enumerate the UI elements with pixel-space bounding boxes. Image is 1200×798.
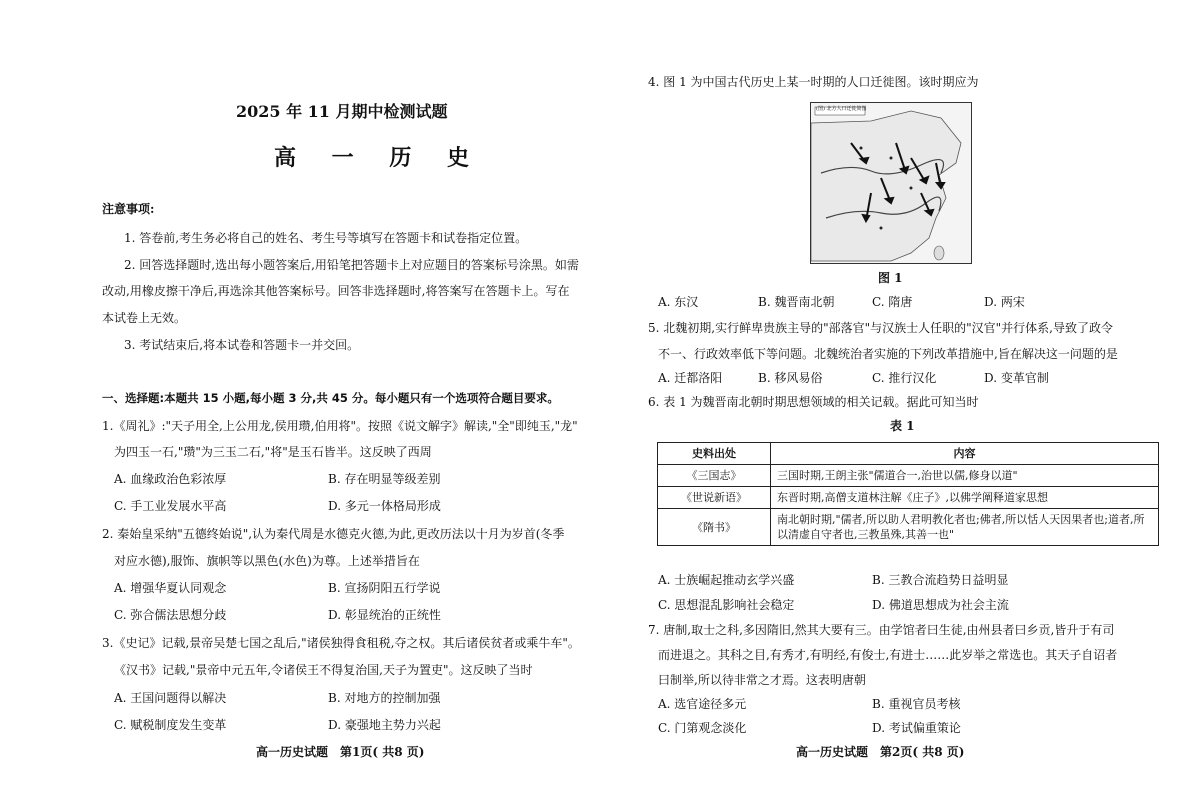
q1-stem-line-2: 为四玉一石,"瓒"为三玉二石,"将"是玉石皆半。这反映了西周 xyxy=(114,445,432,459)
q7-stem-line-2: 而进退之。其科之目,有秀才,有明经,有俊士,有进士……此岁举之常选也。其天子自诏者 xyxy=(658,648,1118,662)
q7-option-c[interactable]: C. 门第观念淡化 xyxy=(658,721,747,735)
migration-map-figure xyxy=(811,103,971,263)
q1-option-c[interactable]: C. 手工业发展水平高 xyxy=(114,499,227,513)
q1-stem-line-1: 1.《周礼》:"天子用全,上公用龙,侯用瓒,伯用将"。按照《说文解字》解读,"全"即纯玉,"龙" xyxy=(102,419,578,433)
table-header-content: 内容 xyxy=(771,443,1159,465)
map-legend: (图) 北方人口迁徙简图 xyxy=(816,106,867,112)
q6-stem: 6. 表 1 为魏晋南北朝时期思想领域的相关记载。据此可知当时 xyxy=(648,395,979,409)
table-caption: 表 1 xyxy=(890,419,915,433)
q5-option-c[interactable]: C. 推行汉化 xyxy=(872,371,937,385)
exam-title: 2025 年 11 月期中检测试题 xyxy=(236,102,448,121)
section-heading: 一、选择题:本题共 15 小题,每小题 3 分,共 45 分。每小题只有一个选项符合题目要求。 xyxy=(102,391,559,405)
q1-option-d[interactable]: D. 多元一体格局形成 xyxy=(328,499,441,513)
q4-option-b[interactable]: B. 魏晋南北朝 xyxy=(758,295,835,309)
q2-option-b[interactable]: B. 宣扬阴阳五行学说 xyxy=(328,581,441,595)
notice-line-2: 2. 回答选择题时,选出每小题答案后,用铅笔把答题卡上对应题目的答案标号涂黑。如需 xyxy=(124,258,579,272)
table-row xyxy=(658,465,1159,487)
q3-option-a[interactable]: A. 王国问题得以解决 xyxy=(114,691,227,705)
q2-option-d[interactable]: D. 彰显统治的正统性 xyxy=(328,608,441,622)
notice-line-3: 改动,用橡皮擦干净后,再选涂其他答案标号。回答非选择题时,将答案写在答题卡上。写在 xyxy=(102,284,570,298)
q7-option-b[interactable]: B. 重视官员考核 xyxy=(872,697,961,711)
q7-option-a[interactable]: A. 选官途径多元 xyxy=(658,697,747,711)
table-cell-content: 南北朝时期,"儒者,所以助人君明教化者也;佛者,所以恬人天因果者也;道者,所以清虚自守者也,三教虽殊,其善一也" xyxy=(771,509,1159,546)
q2-stem-line-1: 2. 秦始皇采纳"五德终始说",认为秦代周是水德克火德,为此,更改历法以十月为岁首(冬季 xyxy=(102,527,565,541)
q3-stem-line-2: 《汉书》记载,"景帝中元五年,令诸侯王不得复治国,天子为置吏"。这反映了当时 xyxy=(114,663,533,677)
q4-option-a[interactable]: A. 东汉 xyxy=(658,295,699,309)
subject-title: 高 一 历 史 xyxy=(274,145,483,171)
q3-option-d[interactable]: D. 豪强地主势力兴起 xyxy=(328,718,441,732)
page-footer: 高一历史试题 第2页( 共8 页) xyxy=(796,745,965,759)
q6-option-d[interactable]: D. 佛道思想成为社会主流 xyxy=(872,598,1009,612)
q5-option-d[interactable]: D. 变革官制 xyxy=(984,371,1049,385)
q4-option-d[interactable]: D. 两宋 xyxy=(984,295,1025,309)
table-header-row xyxy=(658,443,1159,465)
q2-option-c[interactable]: C. 弥合儒法思想分歧 xyxy=(114,608,227,622)
exam-page-2 xyxy=(600,0,1200,798)
notice-line-1: 1. 答卷前,考生务必将自己的姓名、考生号等填写在答题卡和试卷指定位置。 xyxy=(124,231,528,245)
q2-option-a[interactable]: A. 增强华夏认同观念 xyxy=(114,581,227,595)
q3-stem-line-1: 3.《史记》记载,景帝吴楚七国之乱后,"诸侯独得食租税,夺之权。其后诸侯贫者或乘牛车"。 xyxy=(102,636,580,650)
q5-stem-line-1: 5. 北魏初期,实行鲜卑贵族主导的"部落官"与汉族士人任职的"汉官"并行体系,导致了政令 xyxy=(648,321,1113,335)
q1-option-b[interactable]: B. 存在明显等级差别 xyxy=(328,472,441,486)
table-cell-content: 三国时期,王朗主张"儒道合一,治世以儒,修身以道" xyxy=(771,465,1159,487)
q5-option-b[interactable]: B. 移风易俗 xyxy=(758,371,823,385)
table-cell-source: 《三国志》 xyxy=(658,465,771,487)
q3-option-b[interactable]: B. 对地方的控制加强 xyxy=(328,691,441,705)
table-row xyxy=(658,487,1159,509)
page-footer: 高一历史试题 第1页( 共8 页) xyxy=(256,745,425,759)
q7-option-d[interactable]: D. 考试偏重策论 xyxy=(872,721,961,735)
table-header-source: 史料出处 xyxy=(658,443,771,465)
q4-option-c[interactable]: C. 隋唐 xyxy=(872,295,913,309)
table-cell-source: 《隋书》 xyxy=(658,509,771,546)
q4-stem: 4. 图 1 为中国古代历史上某一时期的人口迁徙图。该时期应为 xyxy=(648,75,979,89)
q2-stem-line-2: 对应水德),服饰、旗帜等以黑色(水色)为尊。上述举措旨在 xyxy=(114,554,420,568)
history-table xyxy=(657,442,1159,546)
q1-option-a[interactable]: A. 血缘政治色彩浓厚 xyxy=(114,472,227,486)
migration-map xyxy=(810,102,972,264)
notice-heading: 注意事项: xyxy=(102,202,155,216)
notice-line-4: 本试卷上无效。 xyxy=(102,311,187,325)
table-cell-content: 东晋时期,高僧支道林注解《庄子》,以佛学阐释道家思想 xyxy=(771,487,1159,509)
q5-stem-line-2: 不一、行政效率低下等问题。北魏统治者实施的下列改革措施中,旨在解决这一问题的是 xyxy=(658,347,1118,361)
table-cell-source: 《世说新语》 xyxy=(658,487,771,509)
q3-option-c[interactable]: C. 赋税制度发生变革 xyxy=(114,718,227,732)
q6-option-c[interactable]: C. 思想混乱影响社会稳定 xyxy=(658,598,795,612)
q6-option-b[interactable]: B. 三教合流趋势日益明显 xyxy=(872,573,1009,587)
table-row xyxy=(658,509,1159,546)
q7-stem-line-1: 7. 唐制,取士之科,多因隋旧,然其大要有三。由学馆者曰生徒,由州县者曰乡贡,皆升于有司 xyxy=(648,623,1115,637)
q7-stem-line-3: 曰制举,所以待非常之才焉。这表明唐朝 xyxy=(658,673,866,687)
q6-option-a[interactable]: A. 士族崛起推动玄学兴盛 xyxy=(658,573,795,587)
notice-line-5: 3. 考试结束后,将本试卷和答题卡一并交回。 xyxy=(124,338,360,352)
figure-caption: 图 1 xyxy=(878,271,903,285)
q5-option-a[interactable]: A. 迁都洛阳 xyxy=(658,371,723,385)
